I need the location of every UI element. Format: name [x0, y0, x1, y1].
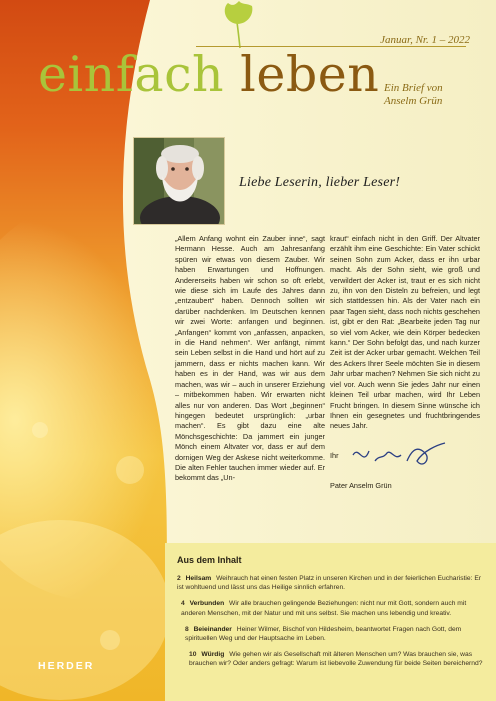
- toc-description: Wie gehen wir als Gesellschaft mit älteren Menschen um? Was brauchen sie, was brauchen wir? Oder anders gefragt: Warum ist liebevolle Zuwendung für beide Seiten bereichernd?: [189, 651, 483, 668]
- toc-item[interactable]: [177, 574, 487, 592]
- toc-description: Weihrauch hat einen festen Platz in unseren Kirchen und in der feierlichen Eucharistie: Er ist wohltuend und lässt uns das Heilige sinnlich erfahren.: [177, 575, 482, 592]
- letter-text-1: „Allem Anfang wohnt ein Zauber inne“, sagt Hermann Hesse. Auch am Jahresanfang spüren wir etwas von diesem Zauber. Wir haben Erwartungen und Hoffnungen. Andererseits haben wir schon so oft erlebt, wie diese sich im Laufe des Jahres dann „entzaubert“ haben. Dennoch sollten wir darüber nachdenken. Im Deutschen kennen wir zwei Worte: anfangen und beginnen. „Anfangen“ kommt von „anfassen, anpacken, in die Hand nehmen“. Wer anfängt, nimmt sein Leben selbst in die Hand und hört auf zu jammern, dass er nichts machen kann. Wir haben es in der Hand, was wir aus dem machen, was wir – auch in unserer Erziehung – mitbekommen haben. Wir erwarten nicht alles nur von anderen. Das Wort „beginnen“ hingegen bedeutet ursprünglich: „urbar machen“. Es gibt dazu eine alte Mönchsgeschichte: Da jammert ein junger Mönch einem Altvater vor, dass er auf dem dornigen Weg der Askese nicht weiterkomme. Die alten Fehler tauchen immer wieder auf. Er bekommt das „Un-: [175, 234, 325, 483]
- toc-heading: Heilsam: [185, 575, 212, 582]
- toc-item[interactable]: [177, 650, 487, 668]
- logo-word-leben: leben: [240, 46, 380, 103]
- greeting-heading: Liebe Leserin, lieber Leser!: [239, 175, 401, 190]
- toc-list: [177, 574, 487, 676]
- publisher-logo: HERDER: [38, 660, 95, 672]
- letter-column-2: [330, 234, 480, 491]
- toc-item[interactable]: [177, 625, 487, 643]
- issue-label: Januar, Nr. 1 – 2022: [380, 34, 470, 46]
- toc-heading: Würdig: [201, 651, 225, 659]
- toc-page-number: 2: [177, 575, 181, 582]
- toc-title: Aus dem Inhalt: [177, 555, 242, 565]
- subtitle: [384, 82, 484, 108]
- letter-column-1: [175, 234, 325, 484]
- masthead-logo: [38, 46, 380, 103]
- subtitle-line-1: Ein Brief von: [384, 82, 443, 94]
- handwritten-signature: [349, 441, 449, 471]
- toc-description: Wir alle brauchen gelingende Beziehungen: nicht nur mit Gott, sondern auch mit anderen Menschen, mit der Natur und mit uns selbst. Sie machen uns lebendig und kreativ.: [181, 600, 467, 617]
- toc-heading: Verbunden: [189, 600, 225, 608]
- toc-heading: Beieinander: [193, 625, 232, 633]
- letter-text-2: kraut“ einfach nicht in den Griff. Der Altvater erzählt ihm eine Geschichte: Ein Vater schickt seinen Sohn zum Acker, dass er ihn urbar macht. Als der Sohn sieht, wie groß und verwildert der Acker ist, traut er es sich nicht zu, ihn von den Disteln zu befreien, und legt sich stattdessen hin. Als der Vater nach ein paar Tagen sieht, dass noch nichts geschehen ist, gibt er den Rat: „Bearbeite jeden Tag nur so viel vom Acker, wie dein Körper bedecken kann.“ Der Sohn befolgt das, und nach kurzer Zeit ist der Acker urbar gemacht. Welchen Teil des Ackers Ihrer Seele möchten Sie in diesem Jahr urbar machen? Nehmen Sie sich nicht zu viel vor. Auch wenn Sie jedes Jahr nur einen kleinen Teil urbar machen, wird Ihr Leben Frucht bringen. In diesem Sinne wünsche ich Ihnen ein gesegnetes und fruchtbringendes neues Jahr.: [330, 234, 480, 431]
- toc-page-number: 4: [181, 600, 185, 608]
- ginkgo-leaf-icon: [220, 0, 260, 52]
- subtitle-line-2: Anselm Grün: [384, 95, 443, 107]
- author-portrait: [133, 137, 225, 225]
- toc-page-number: 10: [189, 651, 197, 659]
- signature-name: Pater Anselm Grün: [330, 480, 392, 490]
- closing-word: Ihr: [330, 450, 339, 460]
- logo-word-einfach: einfach: [38, 46, 225, 103]
- toc-description: Heiner Wilmer, Bischof von Hildesheim, beantwortet Fragen nach Gott, dem spirituellen Weg und der Hauptsache im Leben.: [185, 625, 462, 643]
- signature-block: [330, 441, 480, 491]
- toc-item[interactable]: [177, 599, 487, 617]
- toc-page-number: 8: [185, 625, 189, 633]
